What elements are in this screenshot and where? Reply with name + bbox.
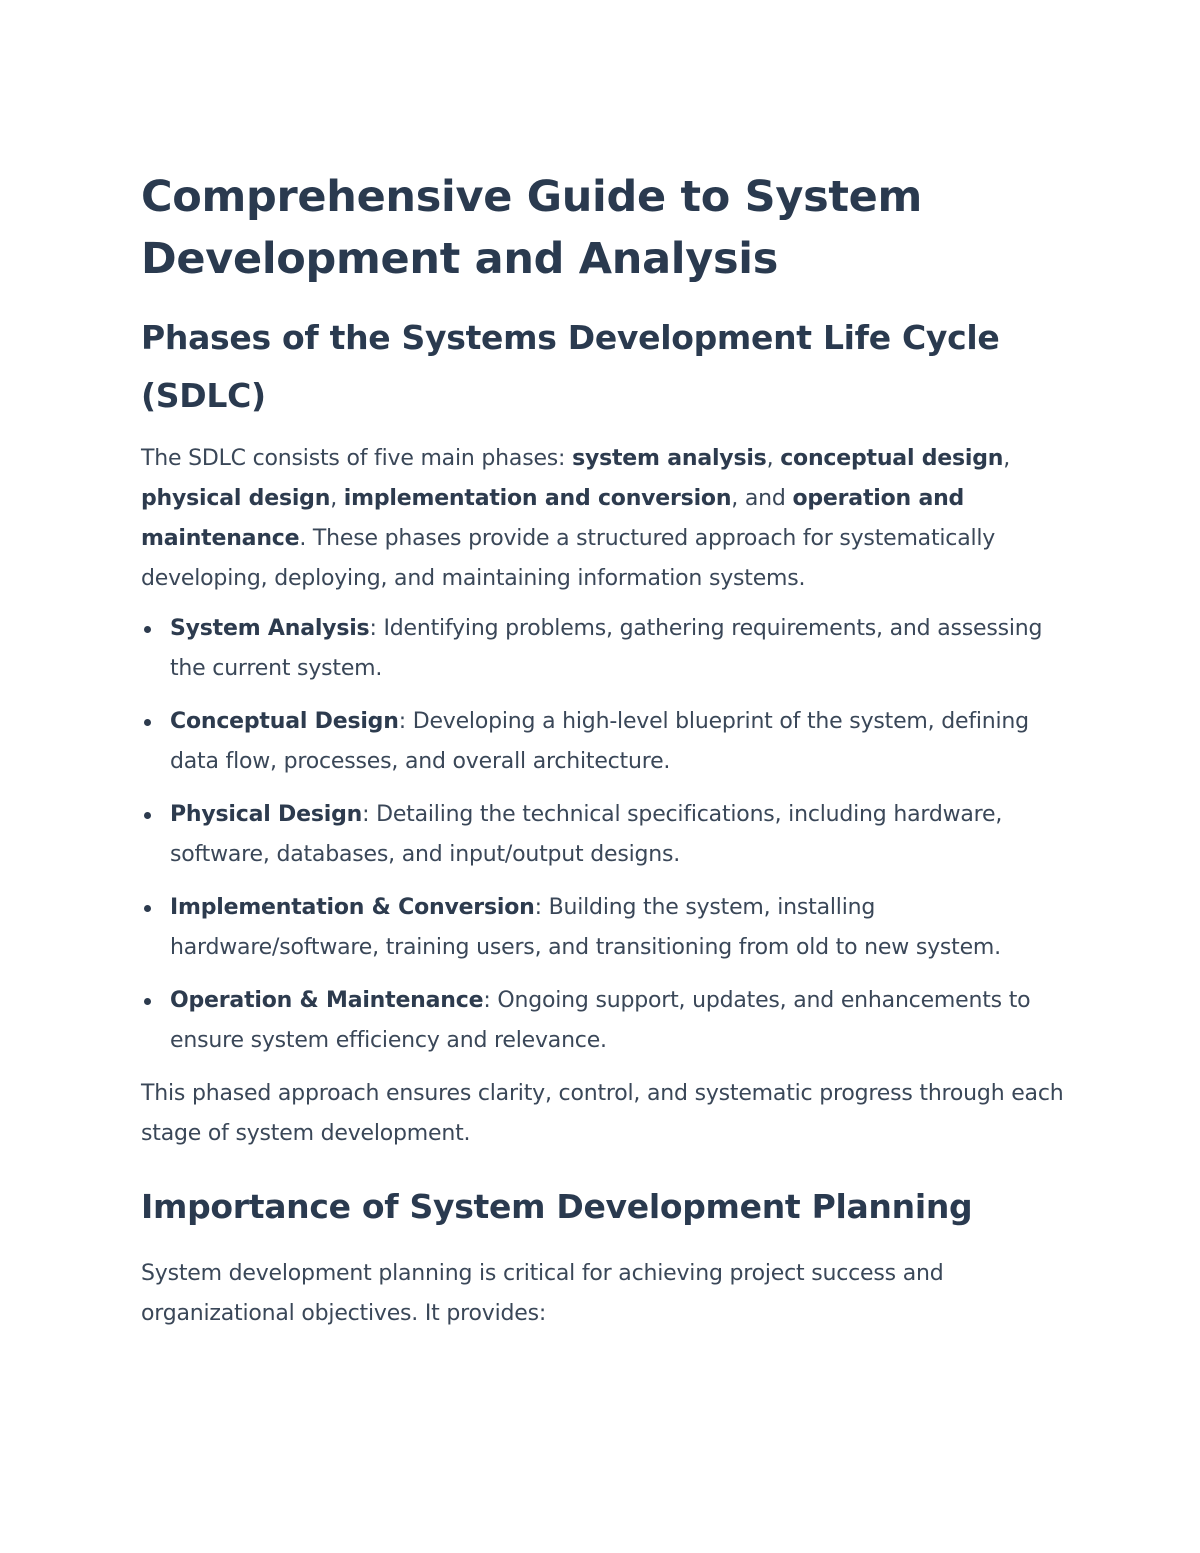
intro-phase-conceptual-design: conceptual design <box>780 446 1004 471</box>
phase-term: Physical Design <box>170 802 363 827</box>
intro-phase-implementation: implementation and conversion <box>343 486 732 511</box>
bullet-icon <box>144 998 151 1005</box>
intro-lead-text: The SDLC consists of five main phases: <box>141 446 573 471</box>
list-item <box>141 609 1066 689</box>
phase-term: Conceptual Design <box>170 709 399 734</box>
phase-description: Building the system, installing hardware/software, training users, and transitioning from old to new system. <box>170 895 1001 960</box>
list-item <box>141 888 1066 968</box>
list-item <box>141 795 1066 875</box>
phase-description: Ongoing support, updates, and enhancements to ensure system efficiency and relevance. <box>170 988 1031 1053</box>
planning-intro-paragraph: System development planning is critical for achieving project success and organizational objectives. It provides: <box>141 1261 944 1326</box>
bullet-icon <box>144 905 151 912</box>
section-heading-sdlc-phases: Phases of the Systems Development Life Cycle (SDLC) <box>141 318 1000 415</box>
phase-term: Operation & Maintenance <box>170 988 484 1013</box>
intro-phase-system-analysis: system analysis <box>572 446 767 471</box>
intro-separator: , <box>766 446 781 471</box>
phase-colon: : <box>398 709 406 734</box>
list-item <box>141 702 1066 782</box>
sdlc-outro-paragraph: This phased approach ensures clarity, control, and systematic progress through each stage of system development. <box>141 1081 1064 1146</box>
section-heading-planning-importance: Importance of System Development Planning <box>141 1187 973 1226</box>
phase-description: Developing a high-level blueprint of the system, defining data flow, processes, and overall architecture. <box>170 709 1029 774</box>
sdlc-phase-list <box>141 609 1066 1061</box>
intro-tail-text: . These phases provide a structured approach for systematically developing, deploying, and maintaining information systems. <box>141 526 996 591</box>
intro-separator: , <box>330 486 344 511</box>
phase-colon: : <box>369 616 377 641</box>
phase-colon: : <box>362 802 370 827</box>
phase-colon: : <box>483 988 491 1013</box>
phase-term: Implementation & Conversion <box>170 895 535 920</box>
phase-description: Identifying problems, gathering requirements, and assessing the current system. <box>170 616 1043 681</box>
list-item <box>141 981 1066 1061</box>
bullet-icon <box>144 719 151 726</box>
intro-phase-operation: operation and maintenance <box>141 486 965 551</box>
intro-phase-physical-design: physical design <box>141 486 331 511</box>
phase-description: Detailing the technical specifications, including hardware, software, databases, and input/output designs. <box>170 802 1003 867</box>
intro-separator: , <box>1003 446 1011 471</box>
bullet-icon <box>144 812 151 819</box>
intro-separator: , and <box>731 486 793 511</box>
document-title: Comprehensive Guide to System Development and Analysis <box>141 172 922 284</box>
bullet-icon <box>144 626 151 633</box>
phase-term: System Analysis <box>170 616 370 641</box>
sdlc-intro-paragraph <box>141 439 1066 599</box>
document-page <box>141 166 1066 1334</box>
phase-colon: : <box>534 895 542 920</box>
